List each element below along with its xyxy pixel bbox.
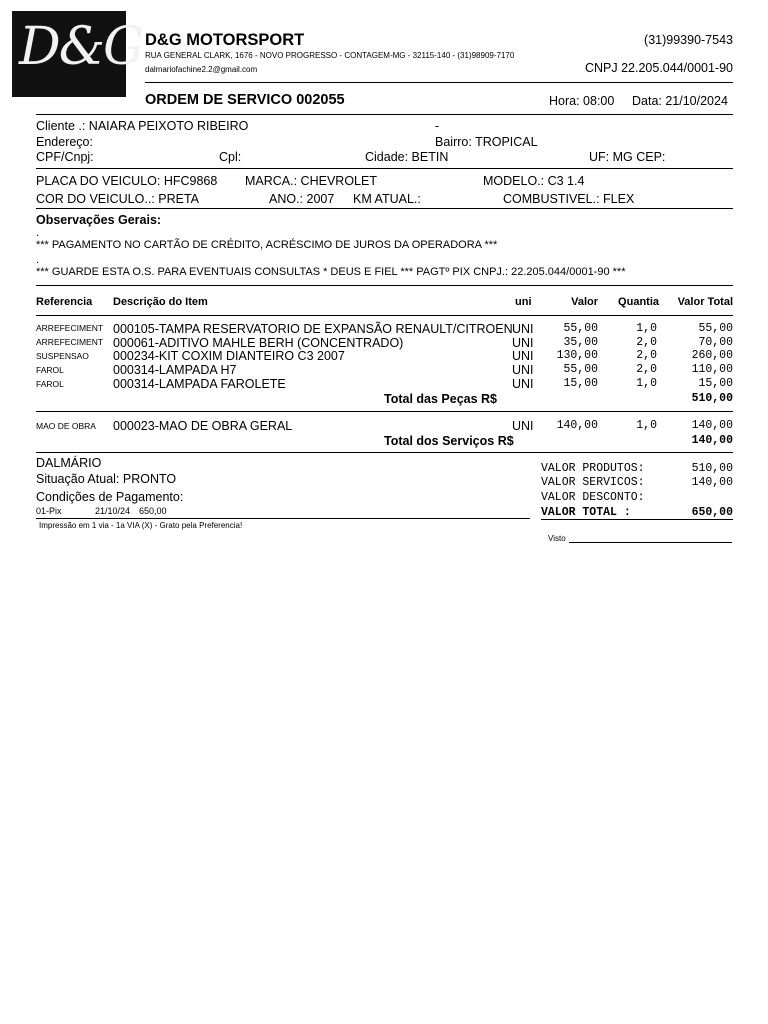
services-total-label: Total dos Serviços R$: [384, 434, 514, 448]
row-ref: FAROL: [36, 379, 64, 389]
client-city: Cidade: BETIN: [365, 150, 449, 164]
col-header-desc: Descrição do Item: [113, 296, 208, 308]
client-cpl: Cpl:: [219, 150, 242, 164]
row-uni: UNI: [512, 363, 534, 377]
col-header-uni: uni: [515, 296, 532, 308]
row-ref: MAO DE OBRA: [36, 421, 96, 431]
valor-produtos: 510,00: [691, 462, 733, 475]
status-text: Situação Atual: PRONTO: [36, 472, 177, 486]
divider: [36, 315, 733, 316]
company-logo: [12, 11, 143, 97]
row-valor: 130,00: [556, 349, 598, 362]
vehicle-fuel: COMBUSTIVEL.: FLEX: [503, 192, 635, 206]
observations-dot: .: [36, 254, 40, 266]
company-cnpj: CNPJ 22.205.044/0001-90: [584, 61, 733, 75]
vehicle-km: KM ATUAL.:: [353, 192, 421, 206]
client-uf: UF: MG CEP:: [589, 150, 666, 164]
row-uni: UNI: [512, 349, 534, 363]
payment-conditions: Condições de Pagamento:: [36, 490, 184, 504]
divider: [541, 519, 733, 520]
row-desc: 000234-KIT COXIM DIANTEIRO C3 2007: [113, 349, 345, 363]
row-desc: 000314-LAMPADA FAROLETE: [113, 377, 286, 391]
col-header-ref: Referencia: [36, 296, 93, 308]
row-total: 15,00: [698, 377, 733, 390]
order-time: Hora: 08:00: [549, 94, 615, 108]
row-qtd: 2,0: [636, 349, 657, 362]
divider: [36, 518, 530, 519]
divider: [36, 452, 733, 453]
client-dash: -: [435, 119, 440, 133]
row-uni: UNI: [512, 377, 534, 391]
header-divider: [145, 82, 733, 83]
row-total: 140,00: [691, 419, 733, 432]
row-total: 260,00: [691, 349, 733, 362]
col-header-total: Valor Total: [677, 296, 733, 308]
row-ref: ARREFECIMENT: [36, 337, 104, 347]
valor-total-label: VALOR TOTAL :: [541, 506, 631, 519]
payment-value: 650,00: [139, 506, 167, 516]
divider: [36, 411, 733, 412]
valor-total: 650,00: [691, 506, 733, 519]
services-total-value: 140,00: [691, 434, 733, 447]
row-valor: 55,00: [563, 363, 598, 376]
row-qtd: 2,0: [636, 363, 657, 376]
row-valor: 55,00: [563, 322, 598, 335]
divider: [36, 168, 733, 169]
row-qtd: 1,0: [636, 377, 657, 390]
company-phone: (31)99390-7543: [644, 33, 733, 47]
vehicle-brand: MARCA.: CHEVROLET: [245, 174, 377, 188]
col-header-quantia: Quantia: [618, 296, 659, 308]
row-uni: UNI: [512, 336, 534, 350]
order-title: ORDEM DE SERVICO 002055: [145, 92, 345, 108]
payment-date: 21/10/24: [95, 506, 131, 516]
vehicle-color: COR DO VEICULO..: PRETA: [36, 192, 199, 206]
divider: [36, 114, 733, 115]
company-email: dalmariofachine2.2@gmail.com: [145, 65, 258, 74]
row-desc: 000023-MAO DE OBRA GERAL: [113, 419, 293, 433]
vehicle-year: ANO.: 2007: [269, 192, 335, 206]
vehicle-plate: PLACA DO VEICULO: HFC9868: [36, 174, 218, 188]
row-uni: UNI: [512, 322, 534, 336]
logo-text: D&G: [19, 17, 143, 77]
company-name: D&G MOTORSPORT: [145, 31, 305, 49]
row-uni: UNI: [512, 419, 534, 433]
observations-dot: .: [36, 227, 40, 239]
signature-label: Visto: [548, 534, 566, 543]
divider: [36, 208, 733, 209]
row-valor: 140,00: [556, 419, 598, 432]
observations-line-1: *** PAGAMENTO NO CARTÃO DE CRÉDITO, ACRÉSCIMO DE JUROS DA OPERADORA ***: [36, 239, 498, 251]
parts-total-value: 510,00: [691, 392, 733, 405]
observations-line-2: *** GUARDE ESTA O.S. PARA EVENTUAIS CONSULTAS * DEUS E FIEL *** PAGTº PIX CNPJ.: 22.205.044/0001-90 ***: [36, 266, 626, 278]
order-date: Data: 21/10/2024: [632, 94, 728, 108]
row-total: 110,00: [691, 363, 733, 376]
technician-name: DALMÁRIO: [36, 456, 102, 470]
row-qtd: 2,0: [636, 336, 657, 349]
row-ref: SUSPENSAO: [36, 351, 89, 361]
valor-desconto-label: VALOR DESCONTO:: [541, 491, 645, 504]
row-qtd: 1,0: [636, 322, 657, 335]
row-total: 55,00: [698, 322, 733, 335]
vehicle-model: MODELO.: C3 1.4: [483, 174, 585, 188]
row-valor: 15,00: [563, 377, 598, 390]
parts-total-label: Total das Peças R$: [384, 392, 498, 406]
divider: [36, 285, 733, 286]
signature-line: [569, 542, 732, 543]
valor-servicos: 140,00: [691, 476, 733, 489]
row-ref: ARREFECIMENT: [36, 323, 104, 333]
row-desc: 000105-TAMPA RESERVATORIO DE EXPANSÃO RENAULT/CITROEN: [113, 322, 513, 336]
row-qtd: 1,0: [636, 419, 657, 432]
client-name: Cliente .: NAIARA PEIXOTO RIBEIRO: [36, 119, 249, 133]
valor-produtos-label: VALOR PRODUTOS:: [541, 462, 645, 475]
row-desc: 000061-ADITIVO MAHLE BERH (CONCENTRADO): [113, 336, 404, 350]
client-bairro: Bairro: TROPICAL: [435, 135, 538, 149]
payment-method: 01-Pix: [36, 506, 62, 516]
row-desc: 000314-LAMPADA H7: [113, 363, 237, 377]
valor-servicos-label: VALOR SERVICOS:: [541, 476, 645, 489]
row-valor: 35,00: [563, 336, 598, 349]
row-ref: FAROL: [36, 365, 64, 375]
row-total: 70,00: [698, 336, 733, 349]
observations-title: Observações Gerais:: [36, 213, 162, 227]
client-cpf: CPF/Cnpj:: [36, 150, 94, 164]
print-notice: Impressão em 1 via - 1a VIA (X) - Grato pela Preferencia!: [39, 521, 243, 530]
company-address: RUA GENERAL CLARK, 1676 - NOVO PROGRESSO - CONTAGEM-MG - 32115-140 - (31)98909-7170: [145, 51, 515, 60]
col-header-valor: Valor: [571, 296, 598, 308]
client-address: Endereço:: [36, 135, 93, 149]
